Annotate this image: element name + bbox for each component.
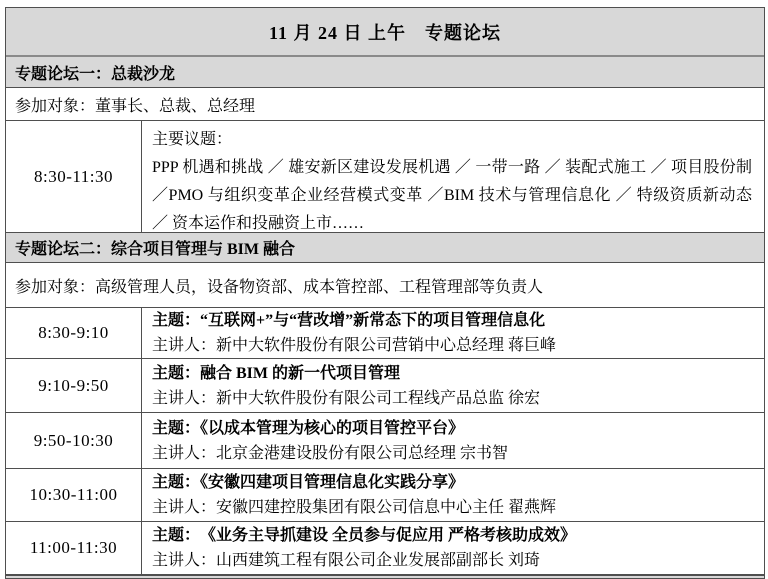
session-time: 10:30-11:00 — [6, 469, 142, 521]
session-content — [142, 308, 764, 358]
table-title: 11 月 24 日 上午 专题论坛 — [268, 22, 501, 43]
session-time: 9:50-10:30 — [6, 413, 142, 468]
session-row-4 — [6, 469, 764, 522]
session-time: 9:10-9:50 — [6, 359, 142, 412]
forum2-header — [6, 233, 764, 263]
session-speaker: 主讲人：山西建筑工程有限公司企业发展部副部长 刘琦 — [152, 552, 541, 569]
forum1-audience-row — [6, 88, 764, 121]
session-content — [142, 522, 764, 574]
forum1-header — [6, 57, 764, 88]
forum1-header-label: 专题论坛一：总裁沙龙 — [15, 65, 176, 83]
session-speaker: 主讲人：新中大软件股份有限公司营销中心总经理 蒋巨峰 — [152, 337, 557, 354]
session-topic: 主题：融合 BIM 的新一代项目管理 — [152, 364, 401, 382]
schedule-table — [5, 7, 765, 579]
session-topic: 主题：《安徽四建项目管理信息化实践分享》 — [152, 474, 465, 491]
forum1-audience-label: 参加对象：董事长、总裁、总经理 — [15, 97, 256, 115]
session-content — [142, 469, 764, 521]
session-topic: 主题：“互联网+”与“营改增”新常态下的项目管理信息化 — [152, 312, 546, 329]
forum1-session-row — [6, 121, 764, 233]
session-content — [142, 359, 764, 412]
table-title-row — [6, 8, 764, 57]
session-speaker: 主讲人：新中大软件股份有限公司工程线产品总监 徐宏 — [152, 389, 541, 407]
forum2-audience-row — [6, 263, 764, 308]
session-topic: 主题： 《业务主导抓建设 全员参与促应用 严格考核助成效》 — [152, 527, 577, 544]
session-row-5 — [6, 522, 764, 575]
session-row-2 — [6, 359, 764, 413]
forum2-header-label: 专题论坛二：综合项目管理与 BIM 融合 — [15, 241, 296, 258]
session-row-1 — [6, 308, 764, 359]
next-section-peek — [6, 575, 764, 578]
session-row-3 — [6, 413, 764, 469]
topics-text: PPP 机遇和挑战 ／ 雄安新区建设发展机遇 ／ 一带一路 ／ 装配式施工 ／ 项目股份制 ／PMO 与组织变革企业经营模式变革 ／BIM 技术与管理信息化 ／ 特级资质新动态 ／ 资本运作和投融资上市…… — [152, 159, 752, 232]
session-content — [142, 413, 764, 468]
session-time: 8:30-9:10 — [6, 308, 142, 358]
session-time: 11:00-11:30 — [6, 522, 142, 574]
forum1-session-content — [142, 121, 764, 232]
session-speaker: 主讲人：北京金港建设股份有限公司总经理 宗书智 — [152, 444, 509, 462]
session-topic: 主题：《以成本管理为核心的项目管控平台》 — [152, 419, 465, 437]
forum2-audience-label: 参加对象：高级管理人员，设备物资部、成本管控部、工程管理部等负责人 — [15, 278, 544, 296]
forum1-session-time: 8:30-11:30 — [6, 121, 142, 232]
session-speaker: 主讲人：安徽四建控股集团有限公司信息中心主任 翟燕辉 — [152, 499, 557, 516]
topics-label: 主要议题： — [152, 131, 233, 148]
